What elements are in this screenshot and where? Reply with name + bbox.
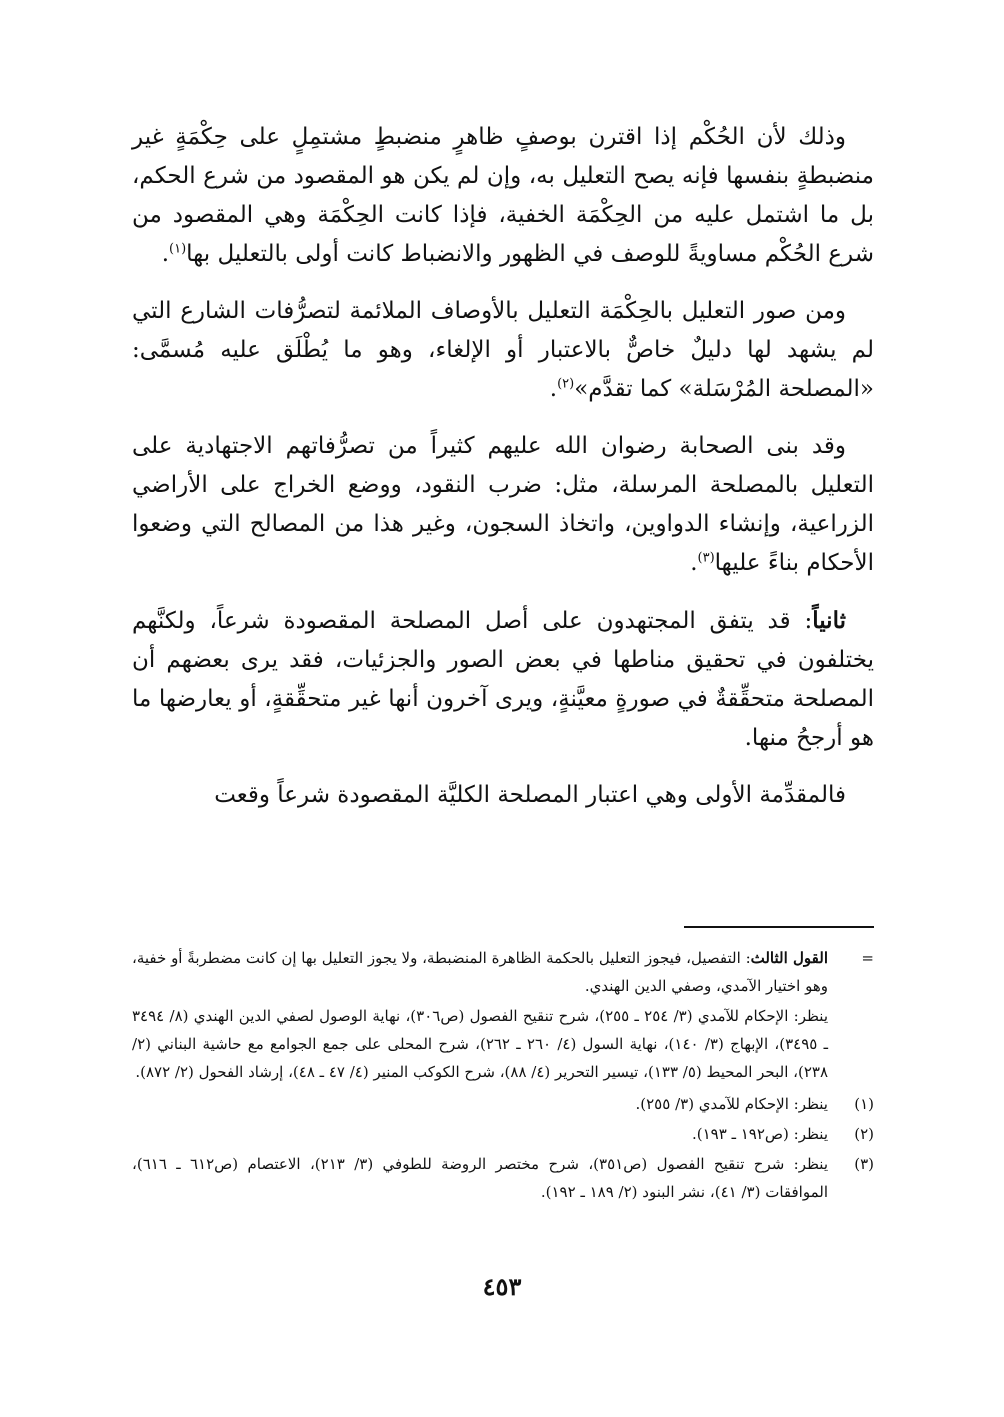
footnote-continued-content: : التفصيل، فيجوز التعليل بالحكمة الظاهرة المنضبطة، ولا يجوز التعليل بها إن كانت مضطربةً أو خفية، وهو اختيار الآمدي، وصفي الدين الهندي. <box>132 949 828 995</box>
footnote-3-text: ينظر: شرح تنقيح الفصول (ص٣٥١)، شرح مختصر الروضة للطوفي (٣/ ٢١٣)، الاعتصام (ص٦١٢ ـ ٦١٦)، الموافقات (٣/ ٤١)، نشر البنود (٢/ ١٨٩ ـ ١٩٢). <box>132 1155 829 1201</box>
paragraph-4 <box>132 601 874 758</box>
footnote-2 <box>132 1120 874 1148</box>
footnote-1-text: ينظر: الإحكام للآمدي (٣/ ٢٥٥). <box>635 1095 828 1113</box>
footnote-continued-mark: = <box>861 949 874 967</box>
book-page <box>132 118 874 1378</box>
main-text <box>132 118 874 815</box>
footnote-continued-text <box>132 944 828 1000</box>
footnote-ref-2[interactable]: (٢) <box>557 376 575 392</box>
paragraph-2-text: ومن صور التعليل بالحِكْمَة التعليل بالأوصاف الملائمة لتصرُّفات الشارع التي لم يشهد لها دليلٌ خاصٌّ بالاعتبار أو الإلغاء، وهو ما يُطْلَق عليه مُسمَّى: «المصلحة المُرْسَلة» كما تقدَّم» <box>132 298 874 402</box>
footnotes <box>132 944 874 1208</box>
paragraph-2-end: . <box>549 376 558 402</box>
footnote-divider <box>684 926 874 928</box>
paragraph-1-end: . <box>161 241 170 267</box>
footnote-continued-body <box>132 944 828 1088</box>
paragraph-3-text: وقد بنى الصحابة رضوان الله عليهم كثيراً من تصرُّفاتهم الاجتهادية على التعليل بالمصلحة المرسلة، مثل: ضرب النقود، ووضع الخراج على الأراضي الزراعية، وإنشاء الدواوين، واتخاذ السجون، وغير هذا من المصالح التي وضعوا الأحكام بناءً عليها <box>132 433 874 576</box>
footnote-continued <box>132 944 874 1088</box>
footnote-ref-1[interactable]: (١) <box>169 241 187 257</box>
paragraph-4-text: : قد يتفق المجتهدون على أصل المصلحة المقصودة شرعاً، ولكنَّهم يختلفون في تحقيق مناطها في بعض الصور والجزئيات، فقد يرى بعضهم أن المصلحة متحقِّقةٌ في صورةٍ معيَّنةٍ، ويرى آخرون أنها غير متحقِّقةٍ، أو يعارضها ما هو أرجحُ منها. <box>132 608 874 751</box>
paragraph-4-lead: ثانياً <box>812 607 846 634</box>
footnote-2-text: ينظر: (ص١٩٢ ـ ١٩٣). <box>692 1125 828 1143</box>
paragraph-2 <box>132 292 874 409</box>
footnote-continued-refs: ينظر: الإحكام للآمدي (٣/ ٢٥٤ ـ ٢٥٥)، شرح تنقيح الفصول (ص٣٠٦)، نهاية الوصول لصفي الدين الهندي (٨/ ٣٤٩٤ ـ ٣٤٩٥)، الإبهاج (٣/ ١٤٠)، نهاية السول (٤/ ٢٦٠ ـ ٢٦٢)، شرح المحلى على جمع الجوامع مع حاشية البناني (٢/ ٢٣٨)، البحر المحيط (٥/ ١٣٣)، تيسير التحرير (٤/ ٨٨)، شرح الكوكب المنير (٤/ ٤٧ ـ ٤٨)، إرشاد الفحول (٢/ ٨٧٢). <box>132 1007 828 1081</box>
footnote-1-mark: (١) <box>854 1095 874 1113</box>
page-number: ٤٥٣ <box>482 1272 522 1301</box>
paragraph-3-end: . <box>690 550 698 576</box>
paragraph-1 <box>132 118 874 274</box>
footnote-ref-3[interactable]: (٣) <box>697 550 715 566</box>
paragraph-5 <box>132 776 874 815</box>
paragraph-5-text: فالمقدِّمة الأولى وهي اعتبار المصلحة الكليَّة المقصودة شرعاً وقعت <box>214 782 846 808</box>
paragraph-1-text: وذلك لأن الحُكْم إذا اقترن بوصفٍ ظاهرٍ منضبطٍ مشتمِلٍ على حِكْمَةٍ غير منضبطةٍ بنفسها فإنه يصح التعليل به، وإن لم يكن هو المقصود من شرع الحكم، بل ما اشتمل عليه من الحِكْمَة الخفية، فإذا كانت الحِكْمَة وهي المقصود من شرع الحُكْم مساويةً للوصف في الظهور والانضباط كانت أولى بالتعليل بها <box>132 124 874 267</box>
footnote-1 <box>132 1090 874 1118</box>
footnote-2-mark: (٢) <box>854 1125 874 1143</box>
footnote-3 <box>132 1150 874 1206</box>
footnote-3-mark: (٣) <box>854 1155 874 1173</box>
paragraph-3 <box>132 427 874 583</box>
footnote-continued-bold: القول الثالث <box>750 949 828 967</box>
